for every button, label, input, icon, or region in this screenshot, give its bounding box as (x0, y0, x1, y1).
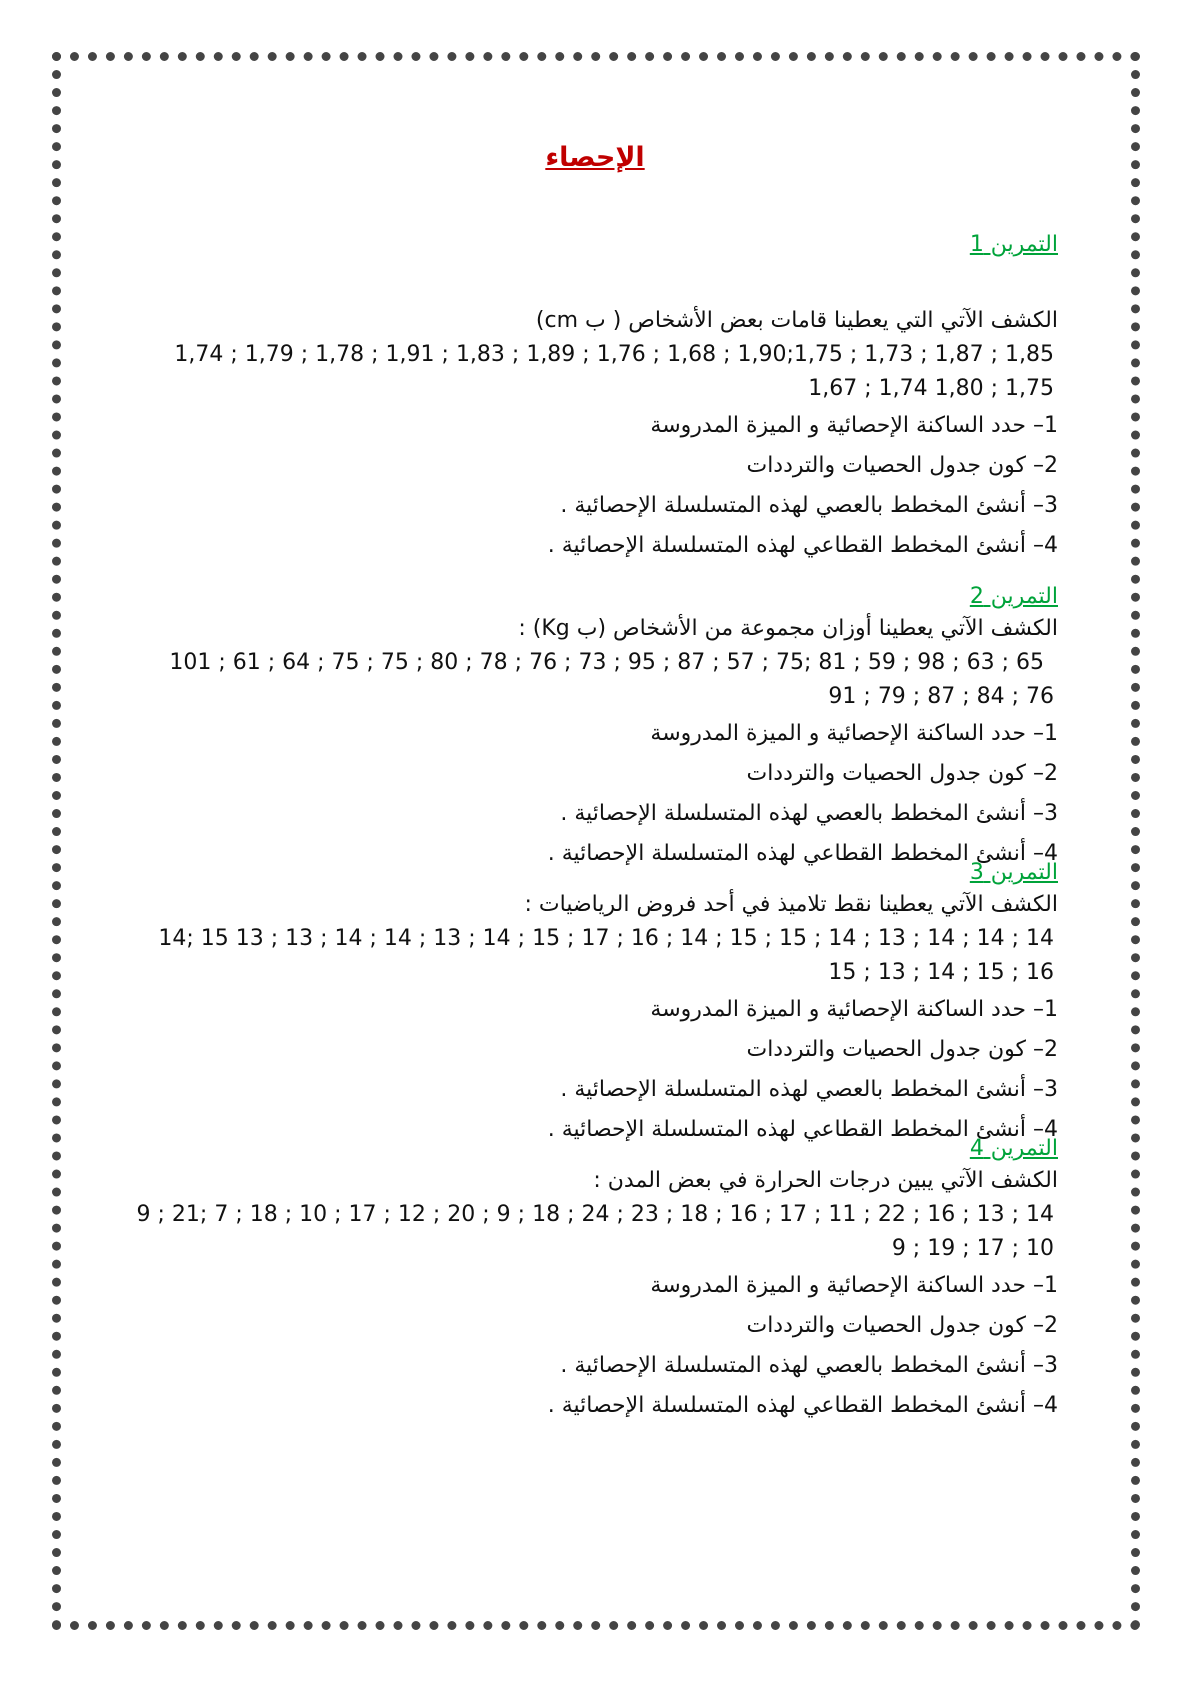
data-series-line: 9 ; 19 ; 17 ; 10 (891, 1236, 1054, 1261)
task-item: 1– حدد الساكنة الإحصائية و الميزة المدروسة (650, 1273, 1058, 1298)
exercise-intro: الكشف الآتي يبين درجات الحرارة في بعض المدن : (593, 1168, 1058, 1193)
exercise-4 (130, 1134, 1058, 1426)
exercise-intro: الكشف الآتي يعطينا نقط تلاميذ في أحد فروض الرياضيات : (524, 892, 1058, 917)
data-series-line: 1,67 ; 1,74 1,80 ; 1,75 (808, 376, 1054, 401)
data-series-line: 15 ; 13 ; 14 ; 15 ; 16 (828, 960, 1054, 985)
task-item: 4– أنشئ المخطط القطاعي لهذه المتسلسلة الإحصائية . (547, 1393, 1058, 1418)
task-item: 3– أنشئ المخطط بالعصي لهذه المتسلسلة الإحصائية . (560, 493, 1058, 518)
task-item: 4– أنشئ المخطط القطاعي لهذه المتسلسلة الإحصائية . (547, 1117, 1058, 1142)
task-item: 3– أنشئ المخطط بالعصي لهذه المتسلسلة الإحصائية . (560, 801, 1058, 826)
data-series-line: 14; 15 13 ; 13 ; 14 ; 14 ; 13 ; 14 ; 15 ; 17 ; 16 ; 14 ; 15 ; 15 ; 14 ; 13 ; 14 ; 14 ; 14 (158, 926, 1054, 951)
task-item: 2– كون جدول الحصيات والترددات (746, 453, 1058, 478)
task-list (130, 990, 1058, 1150)
exercise-1 (130, 230, 1058, 566)
task-item: 3– أنشئ المخطط بالعصي لهذه المتسلسلة الإحصائية . (560, 1353, 1058, 1378)
task-item: 2– كون جدول الحصيات والترددات (746, 1313, 1058, 1338)
task-item: 2– كون جدول الحصيات والترددات (746, 761, 1058, 786)
task-list (130, 714, 1058, 874)
data-series-line: 1,74 ; 1,79 ; 1,78 ; 1,91 ; 1,83 ; 1,89 ; 1,76 ; 1,68 ; 1,90;1,75 ; 1,73 ; 1,87 ; 1,85 (174, 342, 1054, 367)
task-item: 2– كون جدول الحصيات والترددات (746, 1037, 1058, 1062)
data-series-line: 101 ; 61 ; 64 ; 75 ; 75 ; 80 ; 78 ; 76 ; 73 ; 95 ; 87 ; 57 ; 75; 81 ; 59 ; 98 ; 63 ; 65 (169, 650, 1044, 675)
task-item: 1– حدد الساكنة الإحصائية و الميزة المدروسة (650, 997, 1058, 1022)
task-item: 4– أنشئ المخطط القطاعي لهذه المتسلسلة الإحصائية . (547, 533, 1058, 558)
exercise-heading: التمرين 4 (969, 1136, 1058, 1161)
exercise-2 (130, 582, 1058, 874)
task-item: 1– حدد الساكنة الإحصائية و الميزة المدروسة (650, 413, 1058, 438)
task-list (130, 406, 1058, 566)
exercise-heading: التمرين 2 (969, 584, 1058, 609)
exercise-heading: التمرين 3 (969, 860, 1058, 885)
exercise-3 (130, 858, 1058, 1150)
task-item: 1– حدد الساكنة الإحصائية و الميزة المدروسة (650, 721, 1058, 746)
task-list (130, 1266, 1058, 1426)
exercise-intro: الكشف الآتي التي يعطينا قامات بعض الأشخاص ( ب cm) (535, 308, 1058, 333)
data-series-line: 9 ; 21; 7 ; 18 ; 10 ; 17 ; 12 ; 20 ; 9 ; 18 ; 24 ; 23 ; 18 ; 16 ; 17 ; 11 ; 22 ; 16 ; 13 ; 14 (136, 1202, 1054, 1227)
data-series-line: 91 ; 79 ; 87 ; 84 ; 76 (828, 684, 1054, 709)
exercise-heading: التمرين 1 (969, 232, 1058, 257)
page-title: الإحصاء (545, 142, 645, 173)
task-item: 4– أنشئ المخطط القطاعي لهذه المتسلسلة الإحصائية . (547, 841, 1058, 866)
task-item: 3– أنشئ المخطط بالعصي لهذه المتسلسلة الإحصائية . (560, 1077, 1058, 1102)
exercise-intro: الكشف الآتي يعطينا أوزان مجموعة من الأشخاص (ب Kg) : (518, 616, 1058, 641)
